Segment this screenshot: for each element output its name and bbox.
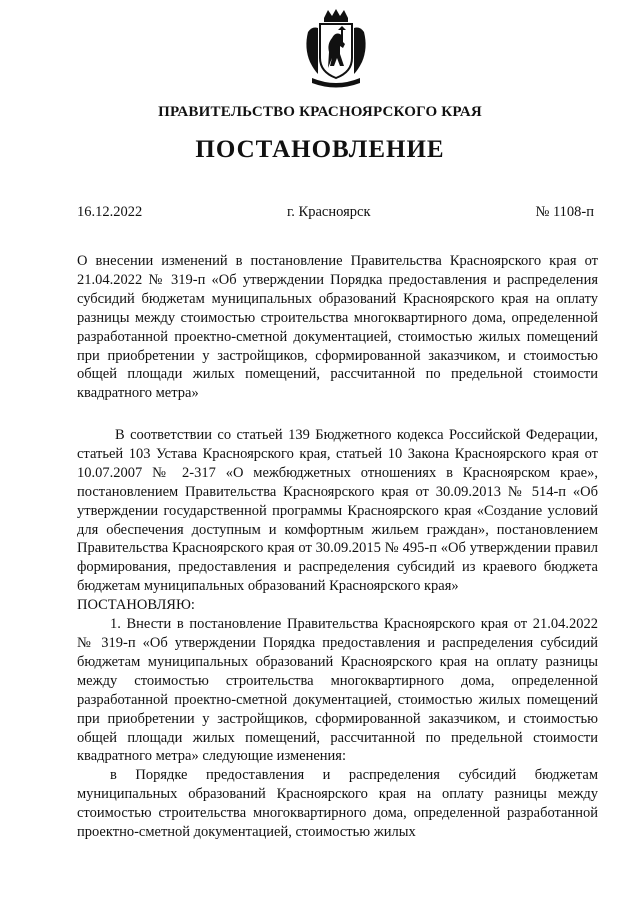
government-name: ПРАВИТЕЛЬСТВО КРАСНОЯРСКОГО КРАЯ [158,104,482,120]
item-1-subparagraph: в Порядке предоставления и распределения субсидий бюджетам муниципальных образований Красноярского края на оплату разницы между стоимостью строительства многоквартирного дома, определенной разработанной проектно-сметной документацией, стоимостью жилых [77,767,598,841]
document-date: 16.12.2022 [77,204,143,220]
item-1-paragraph: 1. Внести в постановление Правительства Красноярского края от 21.04.2022 № 319-п «Об утверждении Порядка предоставления и распределения субсидий бюджетам муниципальных образований Красноярского края на оплату разницы между стоимостью строительства многоквартирного дома, определенной разработанной проектно-сметной документацией, стоимостью жилых помещений при приобретении у застройщиков, сформированной заказчиком, и стоимостью общей площади жилых помещений, рассчитанной по предельной стоимости квадратного метра» следующие изменения: [77,616,598,765]
document-city: г. Красноярск [287,204,371,220]
document-body [77,426,598,842]
document-type-title: ПОСТАНОВЛЕНИЕ [195,136,445,163]
krasnoyarsk-coat-of-arms-icon [302,8,370,88]
preamble-paragraph: В соответствии со статьей 139 Бюджетного кодекса Российской Федерации, статьей 103 Устава Красноярского края, статьей 10 Закона Красноярского края от 10.07.2007 № 2-317 «О межбюджетных отношениях в Красноярском крае», постановлением Правительства Красноярского края от 30.09.2013 № 514-п «Об утверждении государственной программы Красноярского края «Создание условий для обеспечения доступным и комфортным жильем граждан», постановлением Правительства Красноярского края от 30.09.2015 № 495-п «Об утверждении правил формирования, предоставления и распределения субсидий из краевого бюджета бюджетам муниципальных образований Красноярского края» [77,427,598,595]
document-number: № 1108-п [535,204,594,220]
decree-word: ПОСТАНОВЛЯЮ: [77,597,195,614]
document-subject: О внесении изменений в постановление Правительства Красноярского края от 21.04.2022 № 319-п «Об утверждении Порядка предоставления и распределения субсидий бюджетам муниципальных образований Красноярского края на оплату разницы между стоимостью строительства многоквартирного дома, определенной разработанной проектно-сметной документацией, стоимостью жилых помещений при приобретении у застройщиков, сформированной заказчиком, и стоимостью общей площади жилых помещений, рассчитанной по предельной стоимости квадратного метра» [77,253,598,402]
